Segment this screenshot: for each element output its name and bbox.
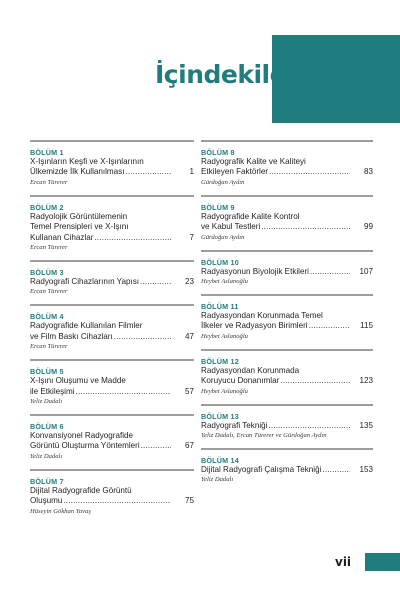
chapter-title xyxy=(201,465,373,475)
chapter-title-line: Radyografide Kullanılan Filmler xyxy=(30,321,143,331)
chapter-title-line: Radyasyondan Korunmada xyxy=(201,365,300,375)
chapter-title-line: Koruyucu Donanımlar xyxy=(201,376,280,386)
chapter-title-line: Radyolojik Görüntülemenin xyxy=(30,211,128,221)
chapter-title xyxy=(30,157,194,178)
dot-leader xyxy=(141,441,171,451)
toc-entry[interactable] xyxy=(201,349,373,396)
chapter-author: Yeliz Dadalı xyxy=(30,452,63,460)
toc-entry[interactable] xyxy=(201,294,373,341)
toc-entry[interactable] xyxy=(30,140,194,187)
dot-leader xyxy=(76,387,171,397)
toc-entry[interactable] xyxy=(201,404,373,440)
chapter-title xyxy=(30,212,194,243)
dot-leader xyxy=(114,332,171,342)
chapter-title-line: Radyografi Cihazlarının Yapısı xyxy=(30,277,140,287)
chapter-title-line: Konvansiyonel Radyografide xyxy=(30,431,134,441)
chapter-label: BÖLÜM 3 xyxy=(30,268,64,278)
dot-leader xyxy=(261,222,350,232)
page-number: vii xyxy=(335,555,352,569)
chapter-title-line: Radyasyondan Korunmada Temel xyxy=(201,311,323,321)
chapter-title-line: İlkeler ve Radyasyon Birimleri xyxy=(201,321,308,331)
chapter-title xyxy=(30,486,194,507)
chapter-author: Ercan Türerer xyxy=(30,178,68,186)
page-ref: 153 xyxy=(359,465,373,475)
page-ref: 115 xyxy=(360,321,373,331)
chapter-label: BÖLÜM 6 xyxy=(30,422,64,432)
toc-entry[interactable] xyxy=(201,195,373,242)
page-ref: 99 xyxy=(363,222,373,232)
chapter-title xyxy=(30,431,194,452)
toc-entry[interactable] xyxy=(201,250,373,286)
chapter-author: Hüseyin Gökhan Yavaş xyxy=(30,507,91,515)
dot-leader xyxy=(140,277,171,287)
chapter-label: BÖLÜM 4 xyxy=(30,312,64,322)
dot-leader xyxy=(268,421,350,431)
chapter-author: Ercan Türerer xyxy=(30,288,68,296)
chapter-author: Heybet Aslanoğlu xyxy=(201,387,248,395)
page-ref: 7 xyxy=(189,232,194,242)
chapter-author: Ercan Türerer xyxy=(30,244,68,252)
dot-leader xyxy=(280,376,350,386)
dot-leader xyxy=(63,496,171,506)
toc-entry[interactable] xyxy=(201,140,373,187)
chapter-title-line: X-Işınların Keşfi ve X-Işınlarının xyxy=(30,157,144,166)
chapter-label: BÖLÜM 5 xyxy=(30,367,64,377)
chapter-title xyxy=(201,212,373,233)
dot-leader xyxy=(269,167,350,177)
chapter-author: Ercan Türerer xyxy=(30,343,68,351)
chapter-label: BÖLÜM 9 xyxy=(201,202,235,212)
page-ref: 123 xyxy=(359,376,373,386)
chapter-author: Heybet Aslanoğlu xyxy=(201,332,248,340)
chapter-title-line: ve Kabul Testleri xyxy=(201,222,261,232)
page-ref: 75 xyxy=(184,496,194,506)
toc-entry[interactable] xyxy=(201,448,373,484)
toc-entry[interactable] xyxy=(30,195,194,252)
dot-leader xyxy=(309,321,350,331)
chapter-title-line: Radyografide Kalite Kontrol xyxy=(201,211,300,221)
page-ref: 107 xyxy=(359,266,373,276)
dot-leader xyxy=(94,233,171,243)
toc-entry[interactable] xyxy=(30,469,194,516)
page-ref: 83 xyxy=(363,167,373,177)
chapter-title xyxy=(30,277,194,287)
dot-leader xyxy=(322,465,350,475)
page-ref: 135 xyxy=(359,420,373,430)
chapter-label: BÖLÜM 2 xyxy=(30,202,64,212)
chapter-label: BÖLÜM 14 xyxy=(201,456,239,466)
chapter-author: Yeliz Dadalı, Ercan Türerer ve Gürdoğan Aydın xyxy=(201,432,327,440)
chapter-title-line: Radyografi Tekniği xyxy=(201,420,268,430)
chapter-label: BÖLÜM 12 xyxy=(201,356,239,366)
toc-entry[interactable] xyxy=(30,414,194,461)
toc-right-column xyxy=(201,140,373,484)
chapter-title-line: Etkileyen Faktörler xyxy=(201,167,269,177)
chapter-label: BÖLÜM 1 xyxy=(30,148,64,157)
chapter-label: BÖLÜM 7 xyxy=(30,476,64,486)
chapter-title-line: Temel Prensipleri ve X-Işını xyxy=(30,222,129,232)
chapter-title-line: ile Etkileşimi xyxy=(30,386,75,396)
chapter-title-line: Ülkemizde İlk Kullanılması xyxy=(30,167,125,177)
page-title: İçindekiler xyxy=(155,60,298,89)
chapter-title-line: X-Işını Oluşumu ve Madde xyxy=(30,376,126,386)
chapter-title xyxy=(30,321,194,342)
chapter-title-line: Radyografik Kalite ve Kaliteyi xyxy=(201,157,306,166)
page-ref: 23 xyxy=(184,277,194,287)
chapter-title xyxy=(201,267,373,277)
page-ref: 57 xyxy=(184,386,194,396)
chapter-label: BÖLÜM 10 xyxy=(201,257,239,267)
page-ref: 1 xyxy=(189,167,194,177)
page-ref: 47 xyxy=(184,331,194,341)
chapter-label: BÖLÜM 13 xyxy=(201,411,239,421)
chapter-author: Gürdoğan Aydın xyxy=(201,178,245,186)
chapter-author: Heybet Aslanoğlu xyxy=(201,278,248,286)
chapter-title-line: Görüntü Oluşturma Yöntemleri xyxy=(30,441,140,451)
chapter-title-line: Oluşumu xyxy=(30,496,63,506)
chapter-author: Yeliz Dadalı xyxy=(201,476,234,484)
chapter-title xyxy=(201,366,373,387)
chapter-title-line: Dijital Radyografi Çalışma Tekniği xyxy=(201,465,322,475)
chapter-title-line: Kullanan Cihazlar xyxy=(30,232,94,242)
chapter-title xyxy=(201,311,373,332)
chapter-author: Yeliz Dadalı xyxy=(30,398,63,406)
page-number-accent-bar xyxy=(365,553,400,571)
chapter-title xyxy=(30,376,194,397)
chapter-title-line: Radyasyonun Biyolojik Etkileri xyxy=(201,266,309,276)
chapter-title-line: Dijital Radyografide Görüntü xyxy=(30,485,132,495)
toc-entry[interactable] xyxy=(30,359,194,406)
chapter-label: BÖLÜM 11 xyxy=(201,302,239,312)
toc-entry[interactable] xyxy=(30,260,194,296)
page-ref: 67 xyxy=(184,441,194,451)
chapter-label: BÖLÜM 8 xyxy=(201,148,235,157)
dot-leader xyxy=(310,267,350,277)
chapter-title xyxy=(201,157,373,178)
chapter-title-line: ve Film Baskı Cihazları xyxy=(30,331,113,341)
chapter-author: Gürdoğan Aydın xyxy=(201,233,245,241)
dot-leader xyxy=(125,167,171,177)
toc-entry[interactable] xyxy=(30,304,194,351)
chapter-title xyxy=(201,421,373,431)
toc-left-column xyxy=(30,140,194,516)
